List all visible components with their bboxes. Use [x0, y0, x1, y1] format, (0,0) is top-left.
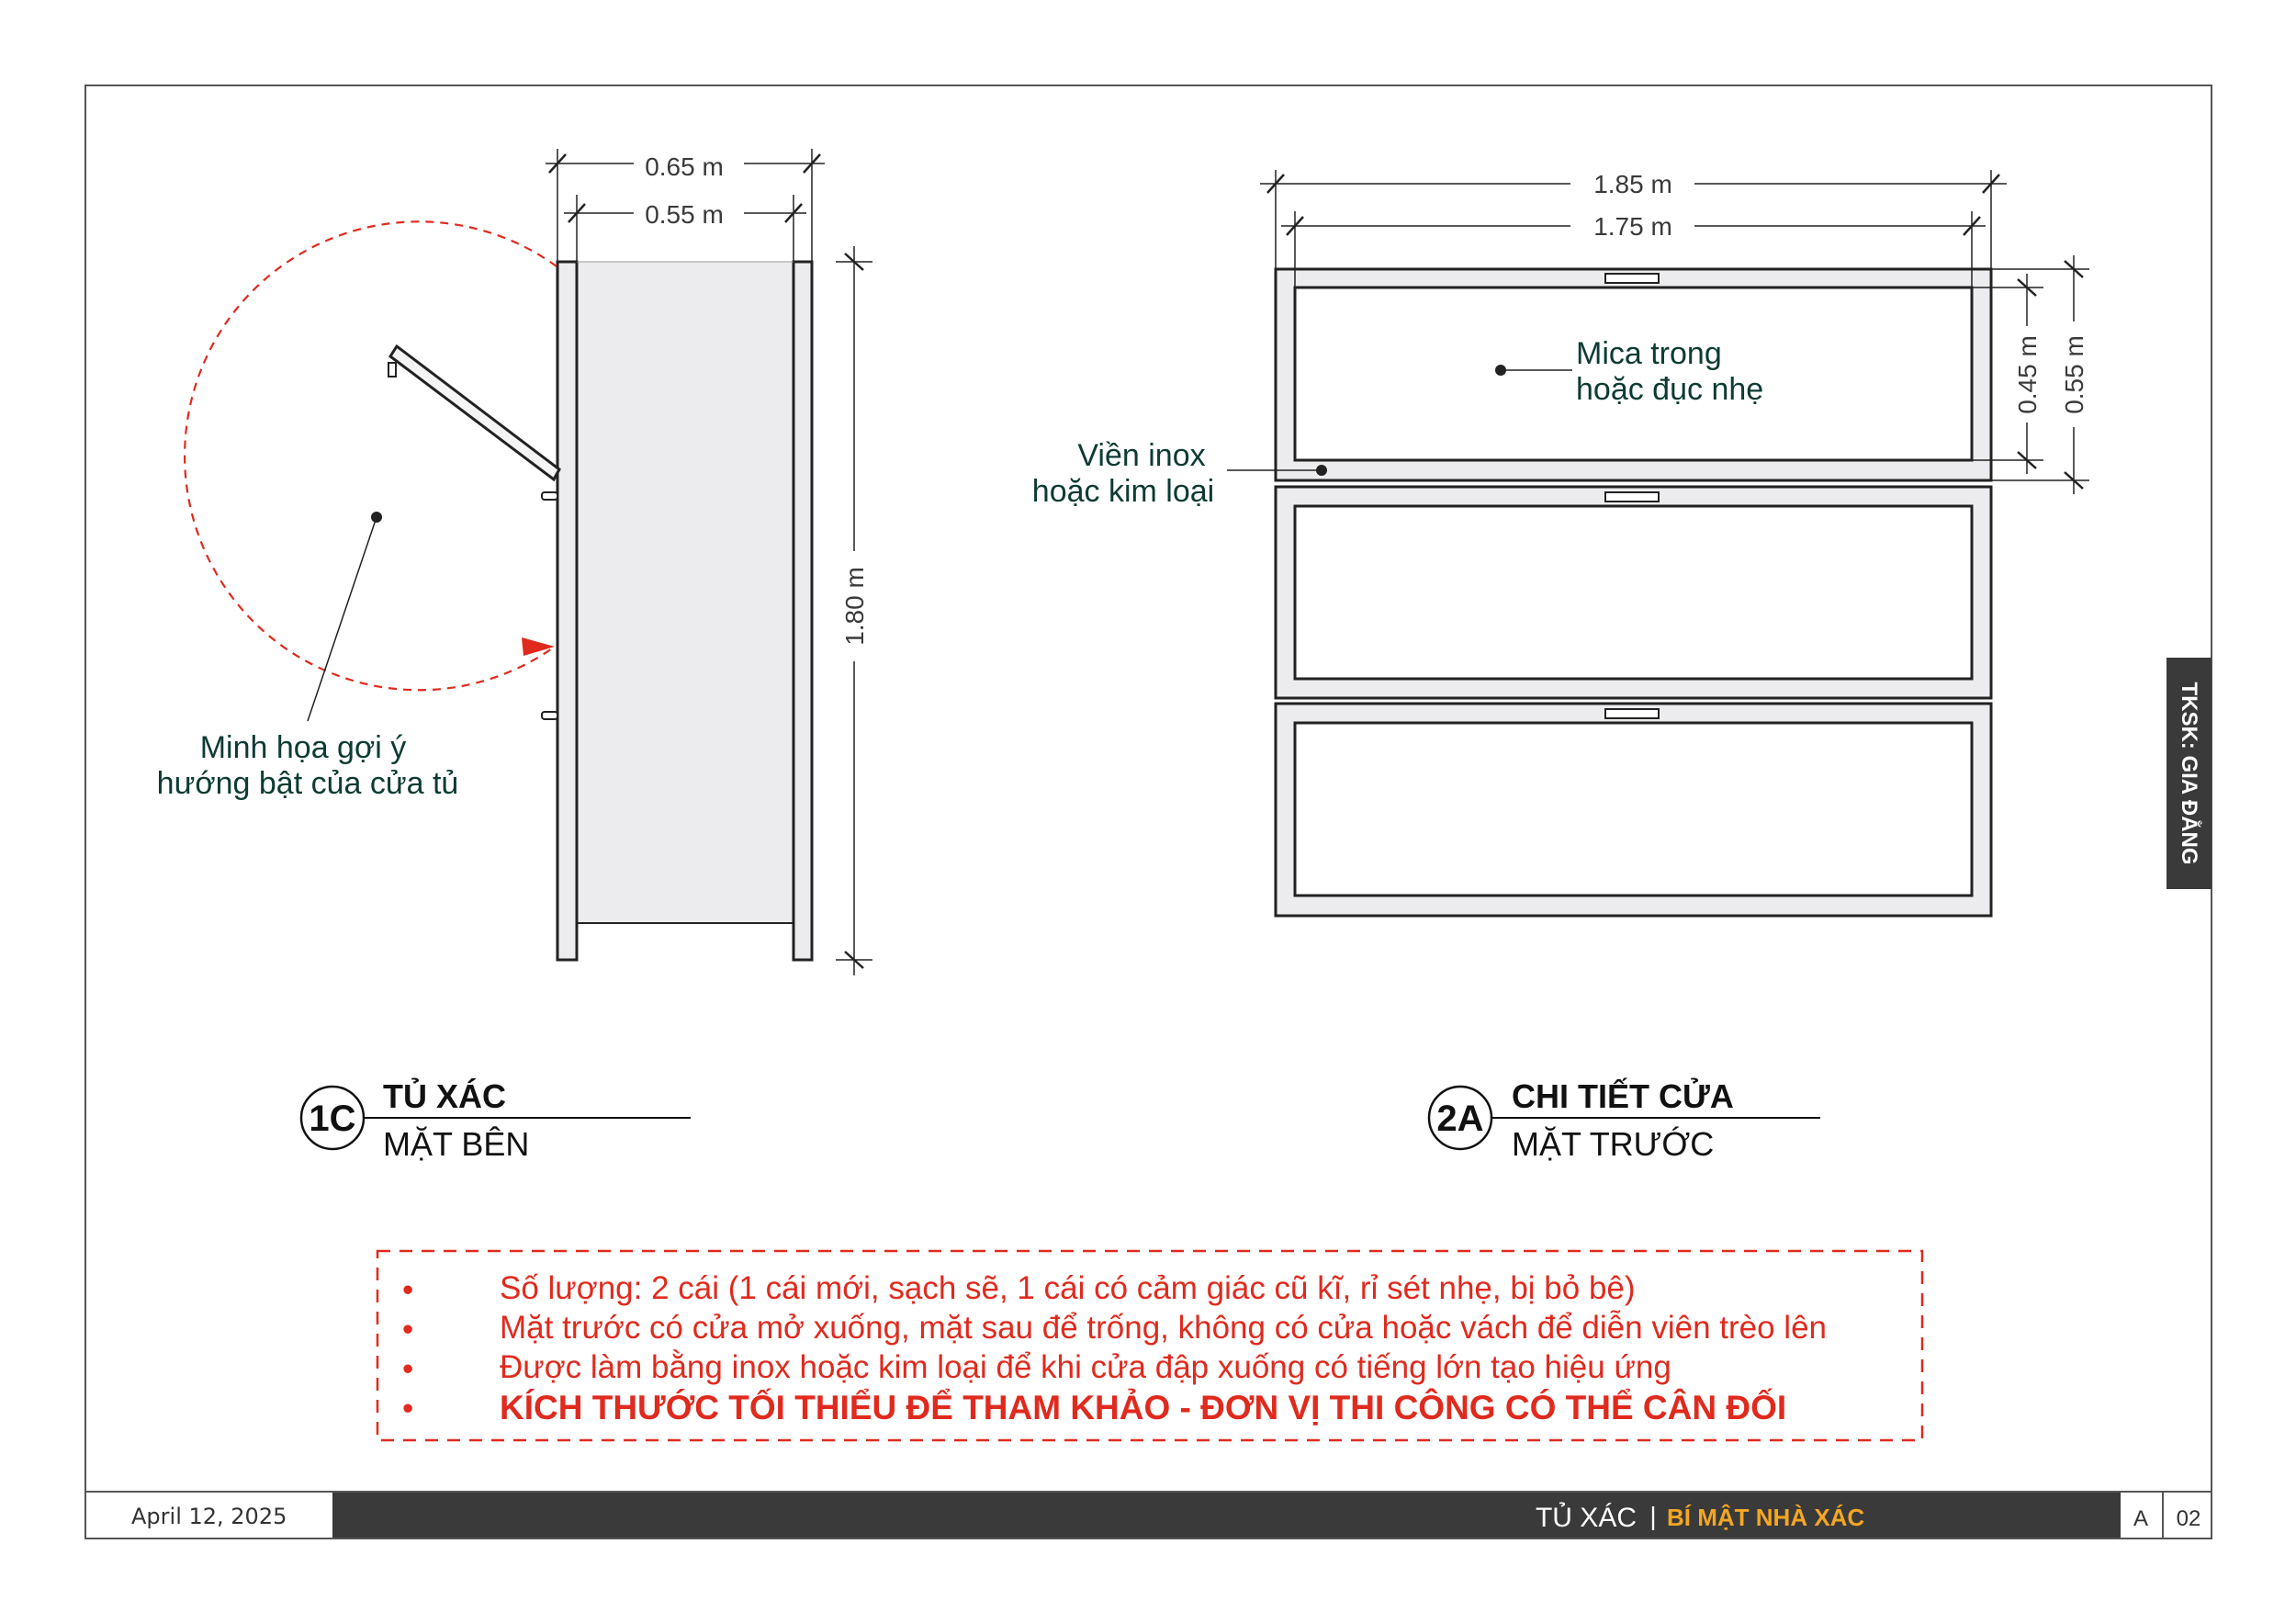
frame-note-line1: Viền inox [1077, 438, 1206, 473]
footer-separator: | [1649, 1502, 1657, 1530]
opened-door-panel [390, 346, 559, 479]
dim-label-door-outer-height: 0.55 m [2060, 335, 2088, 414]
door-glass-3 [1295, 723, 1972, 896]
side-view-drawing [157, 149, 872, 975]
note-bullet-2: • [402, 1312, 414, 1347]
mica-note-line1: Mica trong [1576, 336, 1722, 371]
view-tag-1c: 1C [309, 1099, 356, 1139]
view-title-1c [301, 1076, 691, 1163]
note-bullet-4: • [402, 1391, 414, 1426]
designer-side-tab [2167, 658, 2212, 889]
mica-note-line2: hoặc đục nhẹ [1576, 372, 1764, 407]
dim-label-outer-width: 0.65 m [645, 152, 724, 181]
note-bullet-3: • [402, 1351, 414, 1387]
dim-label-door-inner-width: 1.75 m [1593, 212, 1672, 241]
note-text-1: Số lượng: 2 cái (1 cái mới, sạch sẽ, 1 cái có cảm giác cũ kĩ, rỉ sét nhẹ, bị bỏ bê) [500, 1270, 1636, 1306]
cabinet-back-post [793, 262, 812, 960]
notes-box [377, 1251, 1922, 1440]
hinge-pin-upper [542, 492, 557, 500]
door-swing-note-line1: Minh họa gợi ý [199, 730, 407, 765]
footer-date: April 12, 2025 [131, 1504, 287, 1529]
door-handle-1 [1605, 274, 1659, 283]
dim-label-height: 1.80 m [840, 567, 869, 646]
dim-label-door-outer-width: 1.85 m [1593, 170, 1672, 198]
door-handle-2 [1605, 492, 1659, 502]
cabinet-front-post [557, 262, 577, 960]
dim-label-door-inner-height: 0.45 m [2013, 335, 2042, 414]
door-handle-3 [1605, 709, 1659, 718]
view-tag-2a: 2A [1436, 1099, 1484, 1139]
swing-arrow-head [522, 637, 555, 656]
footer-project-name: BÍ MẬT NHÀ XÁC [1667, 1504, 1865, 1531]
footer-bar [85, 1492, 2212, 1538]
hinge-pin-lower [542, 712, 557, 719]
dim-label-inner-width: 0.55 m [645, 200, 724, 229]
view-subtitle-door: MẶT TRƯỚC [1512, 1125, 1715, 1163]
footer-sheet-letter: A [2133, 1506, 2149, 1531]
door-view-drawing [1032, 170, 2089, 916]
view-title-2a [1429, 1076, 1820, 1163]
footer-drawing-name: TỦ XÁC [1535, 1503, 1637, 1533]
designer-tab-label: TKSK: GIA ĐẰNG [2177, 682, 2201, 865]
door-swing-arc [185, 221, 557, 690]
door-swing-note-line2: hướng bật của cửa tủ [156, 766, 459, 801]
view-subtitle-side: MẶT BÊN [383, 1125, 530, 1163]
frame-note-line2: hoặc kim loại [1031, 474, 1215, 509]
note-bullet-1: • [402, 1272, 414, 1308]
note-text-2: Mặt trước có cửa mở xuống, mặt sau để trống, không có cửa hoặc vách để diễn viên trèo lên [500, 1310, 1827, 1346]
door-glass-2 [1295, 506, 1972, 679]
footer-sheet-number: 02 [2176, 1506, 2201, 1531]
view-title-door: CHI TIẾT CỬA [1512, 1077, 1734, 1115]
note-text-4: KÍCH THƯỚC TỐI THIỂU ĐỂ THAM KHẢO - ĐƠN VỊ THI CÔNG CÓ THỂ CÂN ĐỐI [500, 1389, 1787, 1426]
cabinet-side-panel [577, 262, 793, 923]
note-text-3: Được làm bằng inox hoặc kim loại để khi cửa đập xuống có tiếng lớn tạo hiệu ứng [500, 1349, 1671, 1385]
view-title-side: TỦ XÁC [383, 1077, 506, 1115]
